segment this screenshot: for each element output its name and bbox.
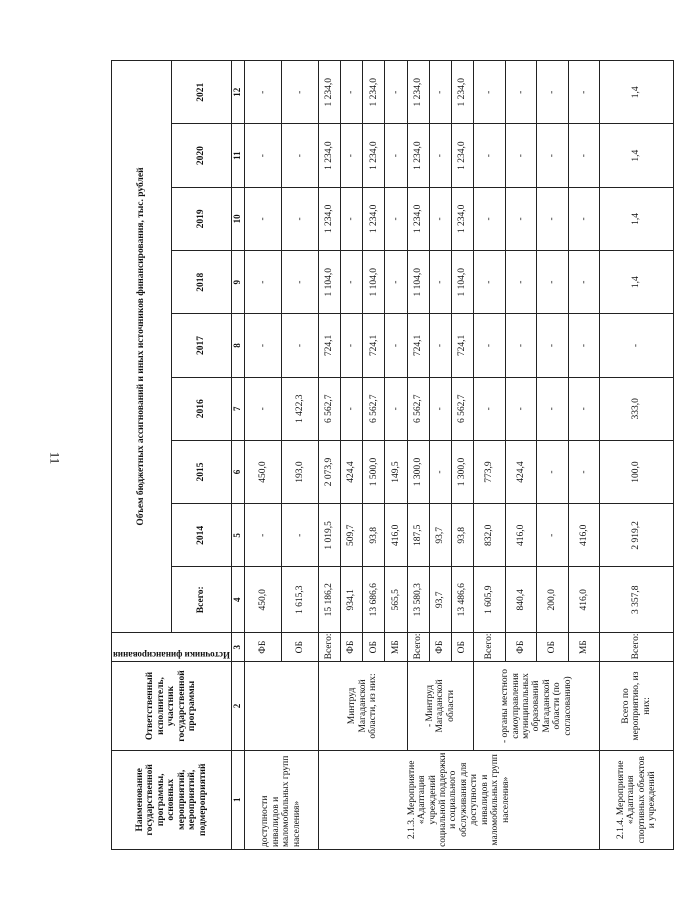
value-cell: 13 580,3 (407, 567, 429, 633)
value-cell: - (537, 440, 568, 503)
value-cell: - (385, 314, 407, 377)
source-cell: МБ (385, 633, 407, 662)
value-cell: 1 615,3 (281, 567, 318, 633)
value-cell: - (505, 61, 536, 125)
value-cell: 1 234,0 (407, 61, 429, 125)
value-cell: 1 234,0 (318, 61, 340, 125)
source-cell: Всего: (318, 633, 340, 662)
value-cell: - (244, 251, 281, 314)
value-cell: 450,0 (244, 567, 281, 633)
value-cell: 416,0 (385, 504, 407, 567)
value-cell: 1 104,0 (452, 251, 474, 314)
value-cell: - (474, 251, 505, 314)
value-cell: - (505, 314, 536, 377)
value-cell: - (429, 314, 451, 377)
value-cell: 565,5 (385, 567, 407, 633)
table-row (600, 61, 674, 850)
value-cell: - (281, 504, 318, 567)
value-cell: 200,0 (537, 567, 568, 633)
value-cell: - (429, 251, 451, 314)
value-cell: 416,0 (568, 504, 599, 567)
value-cell: 13 486,6 (452, 567, 474, 633)
value-cell: - (385, 187, 407, 250)
value-cell: 934,1 (341, 567, 363, 633)
table-row (318, 61, 340, 850)
value-cell: 724,1 (407, 314, 429, 377)
value-cell: 93,7 (429, 567, 451, 633)
value-cell: 773,9 (474, 440, 505, 503)
value-cell: 1 104,0 (363, 251, 385, 314)
source-cell: ФБ (341, 633, 363, 662)
value-cell: 724,1 (452, 314, 474, 377)
source-cell: ОБ (452, 633, 474, 662)
header-year: 2019 (171, 187, 231, 250)
value-cell: 1 104,0 (318, 251, 340, 314)
value-cell: 93,8 (452, 504, 474, 567)
value-cell: - (385, 61, 407, 125)
value-cell: 450,0 (244, 440, 281, 503)
value-cell: 1 300,0 (407, 440, 429, 503)
value-cell: 1,4 (600, 61, 674, 125)
value-cell: 3 357,8 (600, 567, 674, 633)
value-cell: - (244, 124, 281, 187)
value-cell: - (281, 61, 318, 125)
value-cell: 1 234,0 (407, 124, 429, 187)
value-cell: - (537, 187, 568, 250)
value-cell: - (341, 187, 363, 250)
value-cell: 1 422,3 (281, 377, 318, 440)
source-cell: ОБ (537, 633, 568, 662)
value-cell: - (429, 187, 451, 250)
value-cell: 1 500,0 (363, 440, 385, 503)
value-cell: 1,4 (600, 187, 674, 250)
column-number: 10 (231, 187, 244, 250)
value-cell: - (429, 61, 451, 125)
value-cell: - (429, 124, 451, 187)
value-cell: - (568, 251, 599, 314)
column-number: 8 (231, 314, 244, 377)
value-cell: 724,1 (363, 314, 385, 377)
value-cell: - (600, 314, 674, 377)
value-cell: - (429, 377, 451, 440)
value-cell: 93,7 (429, 504, 451, 567)
table-row (244, 61, 281, 850)
value-cell: 1 234,0 (452, 187, 474, 250)
value-cell: 416,0 (568, 567, 599, 633)
value-cell: - (537, 504, 568, 567)
header-executor: Ответственный исполнитель, участник государственной программы (112, 662, 232, 750)
value-cell: - (505, 187, 536, 250)
value-cell: 13 686,6 (363, 567, 385, 633)
page-number: 11 (47, 451, 63, 465)
value-cell: - (429, 440, 451, 503)
value-cell: - (385, 251, 407, 314)
column-number: 11 (231, 124, 244, 187)
header-total: Всего: (171, 567, 231, 633)
value-cell: 1 234,0 (452, 61, 474, 125)
column-number: 4 (231, 567, 244, 633)
value-cell: 149,5 (385, 440, 407, 503)
column-number: 5 (231, 504, 244, 567)
value-cell: - (537, 251, 568, 314)
value-cell: - (281, 124, 318, 187)
source-cell: Всего: (407, 633, 429, 662)
value-cell: - (281, 187, 318, 250)
value-cell: - (568, 61, 599, 125)
source-cell: МБ (568, 633, 599, 662)
value-cell: - (568, 124, 599, 187)
header-year: 2015 (171, 440, 231, 503)
value-cell: 1,4 (600, 251, 674, 314)
value-cell: - (537, 124, 568, 187)
value-cell: 1 605,9 (474, 567, 505, 633)
column-number: 3 (231, 633, 244, 662)
column-number: 1 (231, 750, 244, 849)
value-cell: - (537, 61, 568, 125)
value-cell: 424,4 (341, 440, 363, 503)
value-cell: - (568, 314, 599, 377)
executor-cell: Всего по мероприятию, из них: (600, 662, 674, 750)
value-cell: 93,8 (363, 504, 385, 567)
value-cell: 840,4 (505, 567, 536, 633)
measure-name: 2.1.4. Мероприятие «Адаптация спортивных объектов и учреждений (600, 750, 674, 849)
value-cell: - (341, 314, 363, 377)
header-year: 2020 (171, 124, 231, 187)
value-cell: - (474, 377, 505, 440)
value-cell: - (244, 187, 281, 250)
value-cell: 193,0 (281, 440, 318, 503)
value-cell: - (474, 314, 505, 377)
executor-cell: Минтруд Магаданской области, из них: (318, 662, 407, 750)
value-cell: - (537, 377, 568, 440)
source-cell: ОБ (281, 633, 318, 662)
column-number: 9 (231, 251, 244, 314)
table-row (407, 61, 429, 850)
measure-name: доступности инвалидов и маломобильных групп населения» (244, 750, 318, 849)
value-cell: - (568, 440, 599, 503)
source-cell: ОБ (363, 633, 385, 662)
column-number: 6 (231, 440, 244, 503)
budget-table (111, 60, 674, 850)
value-cell: - (341, 124, 363, 187)
header-year: 2018 (171, 251, 231, 314)
value-cell: - (244, 61, 281, 125)
value-cell: - (341, 61, 363, 125)
value-cell: 416,0 (505, 504, 536, 567)
value-cell: - (474, 61, 505, 125)
executor-cell: - органы местного самоуправления муниципальных образований Магаданской области (по согласованию) (474, 662, 600, 750)
value-cell: 1 300,0 (452, 440, 474, 503)
source-cell: Всего: (600, 633, 674, 662)
value-cell: 1,4 (600, 124, 674, 187)
value-cell: - (505, 377, 536, 440)
column-number: 12 (231, 61, 244, 125)
value-cell: - (244, 314, 281, 377)
value-cell: 1 234,0 (452, 124, 474, 187)
rotated-table-container (111, 60, 657, 850)
value-cell: - (341, 377, 363, 440)
value-cell: - (568, 187, 599, 250)
header-source: Источники финансирования (113, 650, 230, 661)
source-cell: ФБ (429, 633, 451, 662)
header-funding: Объем бюджетных ассигнований и иных источников финансирования, тыс. рублей (112, 61, 172, 633)
header-program-name: Наименование государственной программы, основных мероприятий, мероприятий, подмероприятий (112, 750, 232, 849)
source-cell: ФБ (244, 633, 281, 662)
value-cell: - (244, 504, 281, 567)
column-number: 7 (231, 377, 244, 440)
value-cell: 1 234,0 (318, 124, 340, 187)
value-cell: 15 186,2 (318, 567, 340, 633)
source-cell: Всего: (474, 633, 505, 662)
value-cell: 2 073,9 (318, 440, 340, 503)
value-cell: - (537, 314, 568, 377)
value-cell: 1 234,0 (407, 187, 429, 250)
value-cell: 1 234,0 (318, 187, 340, 250)
value-cell: 6 562,7 (318, 377, 340, 440)
value-cell: - (385, 377, 407, 440)
value-cell: 724,1 (318, 314, 340, 377)
value-cell: 1 234,0 (363, 61, 385, 125)
value-cell: 187,5 (407, 504, 429, 567)
value-cell: 100,0 (600, 440, 674, 503)
value-cell: 832,0 (474, 504, 505, 567)
value-cell: 509,7 (341, 504, 363, 567)
value-cell: 424,4 (505, 440, 536, 503)
value-cell: 333,0 (600, 377, 674, 440)
value-cell: 1 019,5 (318, 504, 340, 567)
header-year: 2017 (171, 314, 231, 377)
value-cell: - (474, 124, 505, 187)
value-cell: 2 919,2 (600, 504, 674, 567)
column-number: 2 (231, 662, 244, 750)
value-cell: - (505, 124, 536, 187)
table-row (474, 61, 505, 850)
value-cell: 6 562,7 (407, 377, 429, 440)
header-source-cell (112, 633, 232, 662)
source-cell: ФБ (505, 633, 536, 662)
value-cell: - (568, 377, 599, 440)
value-cell: - (505, 251, 536, 314)
measure-name: 2.1.3. Мероприятие «Адаптация учреждений социальной поддержки и социального обслуживания для доступности инвалидов и маломобильных групп населения» (318, 750, 599, 849)
value-cell: 1 234,0 (363, 124, 385, 187)
value-cell: - (341, 251, 363, 314)
header-year: 2021 (171, 61, 231, 125)
value-cell: 1 234,0 (363, 187, 385, 250)
executor-cell: - Минтруд Магаданской области (407, 662, 474, 750)
value-cell: 6 562,7 (363, 377, 385, 440)
executor-cell (244, 662, 318, 750)
value-cell: - (474, 187, 505, 250)
value-cell: - (244, 377, 281, 440)
value-cell: 1 104,0 (407, 251, 429, 314)
header-year: 2016 (171, 377, 231, 440)
value-cell: - (281, 251, 318, 314)
value-cell: 6 562,7 (452, 377, 474, 440)
value-cell: - (281, 314, 318, 377)
value-cell: - (385, 124, 407, 187)
header-year: 2014 (171, 504, 231, 567)
